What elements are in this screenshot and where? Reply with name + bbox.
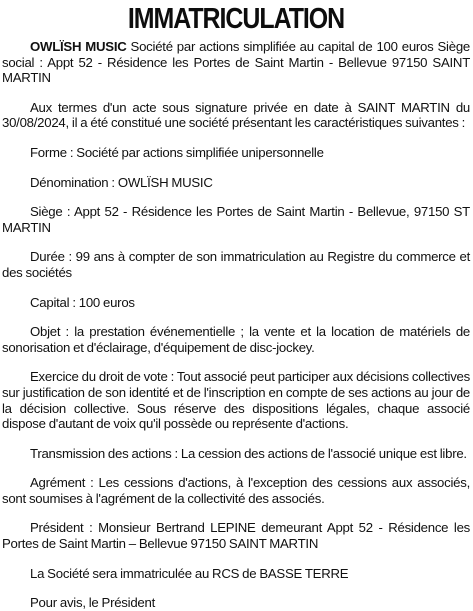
paragraph-form: Forme : Société par actions simplifiée unipersonnelle xyxy=(30,144,324,160)
paragraph-deed: Aux termes d'un acte sous signature privée en date à SAINT MARTIN du 30/08/2024, il a été constitué une société présentant les caractéristiques suivantes : xyxy=(2,99,470,131)
paragraph-duration: Durée : 99 ans à compter de son immatriculation au Registre du commerce et des sociétés xyxy=(2,249,470,280)
paragraph-approval: Agrément : Les cessions d'actions, à l'exception des cessions aux associés, sont soumises à l'agrément de la collectivité des associés. xyxy=(2,475,470,506)
paragraph-registration: La Société sera immatriculée au RCS de BASSE TERRE xyxy=(30,565,349,581)
paragraph-voting: Exercice du droit de vote : Tout associé peut participer aux décisions collectives sur justification de son identité et de l'inscription en compte de ses actions au jour de la décision collective. Sous réserve des dispositions légales, chaque associé dispose d'autant de voix qu'il possède ou représente d'actions. xyxy=(2,369,470,432)
paragraph-transfer: Transmission des actions : La cession des actions de l'associé unique est libre. xyxy=(30,445,467,461)
paragraph-capital: Capital : 100 euros xyxy=(30,294,135,310)
paragraph-name: Dénomination : OWLÏSH MUSIC xyxy=(30,174,213,190)
paragraph-purpose: Objet : la prestation événementielle ; la vente et la location de matériels de sonorisation et d'éclairage, d'équipement de disc-jockey. xyxy=(2,324,470,355)
paragraph-seat: Siège : Appt 52 - Résidence les Portes de Saint Martin - Bellevue, 97150 ST MARTIN xyxy=(2,204,470,235)
intro-text: Société par actions simplifiée au capital de 100 euros Siège social : Appt 52 - Résidence les Portes de Saint Martin - Bellevue 97150 SAINT MARTIN xyxy=(2,39,470,86)
intro-paragraph xyxy=(2,39,470,86)
company-name: OWLÏSH MUSIC xyxy=(30,39,127,54)
notice-title: IMMATRICULATION xyxy=(127,3,345,35)
paragraph-president: Président : Monsieur Bertrand LEPINE demeurant Appt 52 - Résidence les Portes de Saint Martin – Bellevue 97150 SAINT MARTIN xyxy=(2,520,470,552)
paragraph-signature: Pour avis, le Président xyxy=(30,595,155,611)
